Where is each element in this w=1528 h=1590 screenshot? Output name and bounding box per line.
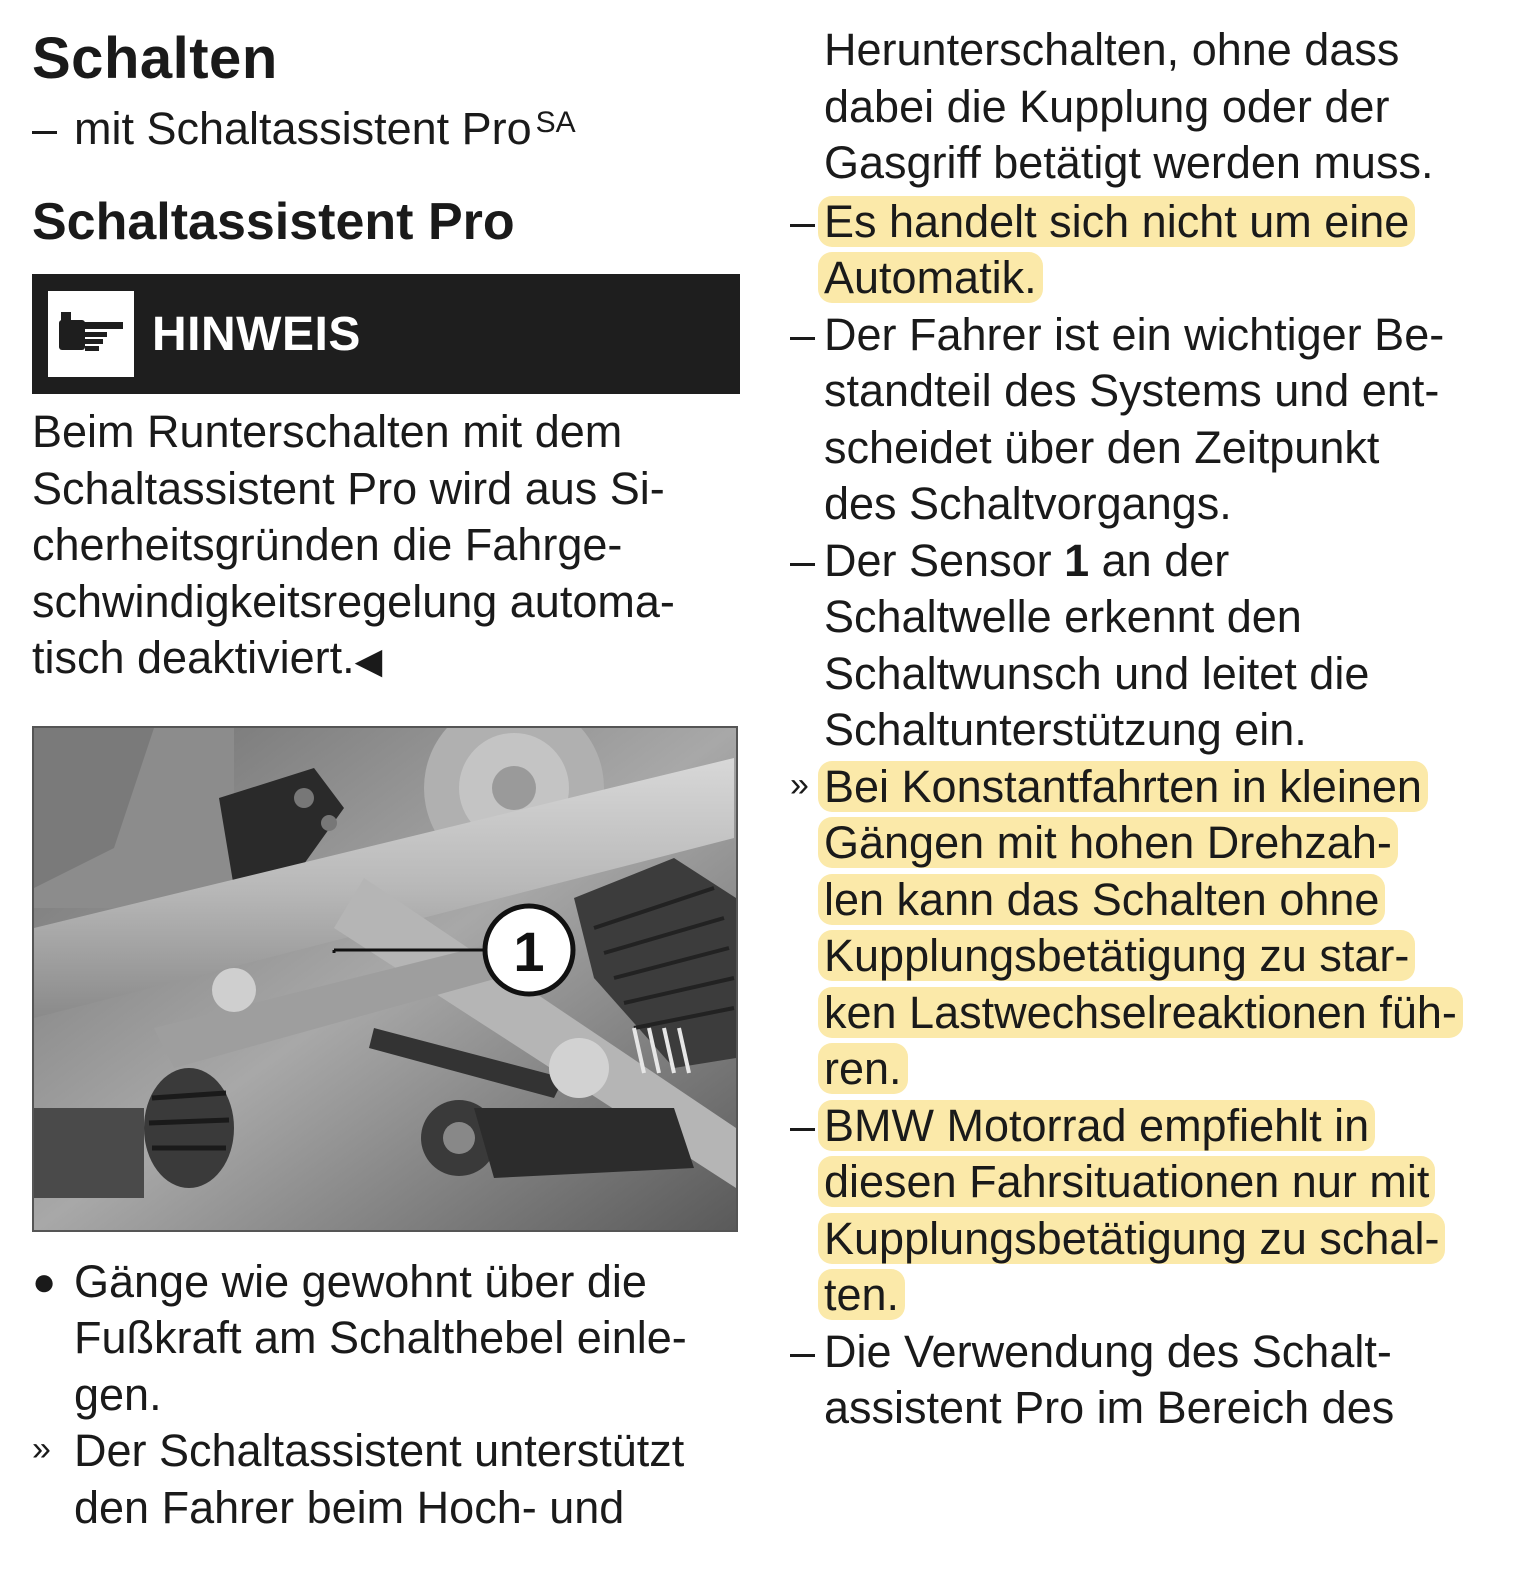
list-item-line: assistent Pro im Bereich des xyxy=(824,1382,1395,1433)
dash-marker: – xyxy=(790,534,816,586)
highlighted-line: len kann das Schalten ohne xyxy=(818,874,1385,925)
sensor-callout-ref: 1 xyxy=(1064,534,1090,586)
subtitle xyxy=(32,102,752,156)
list-item-line: scheidet über den Zeitpunkt xyxy=(824,421,1380,473)
dash-marker: – xyxy=(790,1099,816,1151)
highlighted-line: BMW Motorrad empfiehlt in xyxy=(818,1100,1375,1151)
list-item-highlighted xyxy=(790,194,1510,307)
result-marker-icon: » xyxy=(32,1430,51,1468)
dash-marker: – xyxy=(790,308,816,360)
list-item-line: Schaltwelle erkennt den xyxy=(824,591,1302,642)
highlighted-line: Automatik. xyxy=(818,252,1043,303)
left-column xyxy=(32,14,752,1536)
dash-marker: – xyxy=(790,195,816,247)
highlighted-line: Bei Konstantfahrten in kleinen xyxy=(818,761,1428,812)
list-item xyxy=(790,1324,1510,1437)
list-item-line: Gänge wie gewohnt über die xyxy=(74,1255,647,1307)
page-title: Schalten xyxy=(32,26,278,91)
right-column xyxy=(790,22,1510,1437)
section-title: Schaltassistent Pro xyxy=(32,193,515,251)
highlighted-line: Kupplungsbetätigung zu schal- xyxy=(818,1213,1445,1264)
highlighted-line: Kupplungsbetätigung zu star- xyxy=(818,930,1415,981)
left-list xyxy=(32,1254,752,1537)
notice-line: Schaltassistent Pro wird aus Si- xyxy=(32,462,665,514)
list-item-line: des Schaltvorgangs. xyxy=(824,478,1232,529)
list-item-line: gen. xyxy=(74,1368,162,1420)
result-marker-icon: » xyxy=(790,765,809,804)
list-item-highlighted xyxy=(790,1098,1510,1324)
list-item xyxy=(790,533,1510,759)
highlighted-line: ten. xyxy=(818,1269,905,1320)
list-item-line: standteil des Systems und ent- xyxy=(824,365,1440,416)
continuation-line: Gasgriff betätigt werden muss. xyxy=(824,137,1434,188)
list-item xyxy=(32,1254,752,1424)
highlighted-line: ken Lastwechselreaktionen füh- xyxy=(818,987,1463,1038)
list-item-line: den Fahrer beim Hoch- und xyxy=(74,1481,625,1533)
list-item-line: Der Schaltassistent unterstützt xyxy=(74,1425,685,1476)
continuation-line: Herunterschalten, ohne dass xyxy=(824,24,1400,75)
sa-superscript: SA xyxy=(535,106,576,139)
continuation-line: dabei die Kupplung oder der xyxy=(824,80,1390,132)
end-marker-icon: ◀ xyxy=(354,640,383,681)
bullet-icon: ● xyxy=(32,1259,57,1304)
dash-marker: – xyxy=(790,1325,816,1377)
subtitle-dash: – xyxy=(32,103,58,154)
continuation-text xyxy=(790,22,1510,192)
notice-line: cherheitsgründen die Fahrge- xyxy=(32,519,623,570)
list-item-line: Fußkraft am Schalthebel einle- xyxy=(74,1312,687,1363)
highlighted-line: Gängen mit hohen Drehzah- xyxy=(818,817,1398,868)
list-item xyxy=(32,1423,752,1536)
highlighted-line: Es handelt sich nicht um eine xyxy=(818,196,1415,247)
highlighted-line: diesen Fahrsituationen nur mit xyxy=(818,1156,1435,1207)
notice-title: HINWEIS xyxy=(152,307,361,361)
list-item-line: Schaltwunsch und leitet die xyxy=(824,647,1370,699)
callout-1: 1 xyxy=(513,919,545,983)
list-item-line: Der Sensor 1 an der xyxy=(824,534,1230,586)
notice-line-last: tisch deaktiviert.◀ xyxy=(32,632,383,683)
list-item-line: Die Verwendung des Schalt- xyxy=(824,1325,1392,1377)
pointing-hand-icon xyxy=(48,291,134,377)
list-item-line: Der Fahrer ist ein wichtiger Be- xyxy=(824,308,1445,360)
notice-line: Beim Runterschalten mit dem xyxy=(32,406,623,457)
list-item-line: Schaltunterstützung ein. xyxy=(824,704,1307,755)
gearshift-photo xyxy=(32,726,738,1232)
notice-line: schwindigkeitsregelung automa- xyxy=(32,575,675,627)
highlighted-line: ren. xyxy=(818,1043,908,1094)
notice-bar xyxy=(32,274,740,394)
list-item-highlighted xyxy=(790,759,1510,1098)
notice-text xyxy=(32,404,752,690)
subtitle-text: mit Schaltassistent Pro $^{SA}$ xyxy=(74,103,576,154)
list-item xyxy=(790,307,1510,533)
